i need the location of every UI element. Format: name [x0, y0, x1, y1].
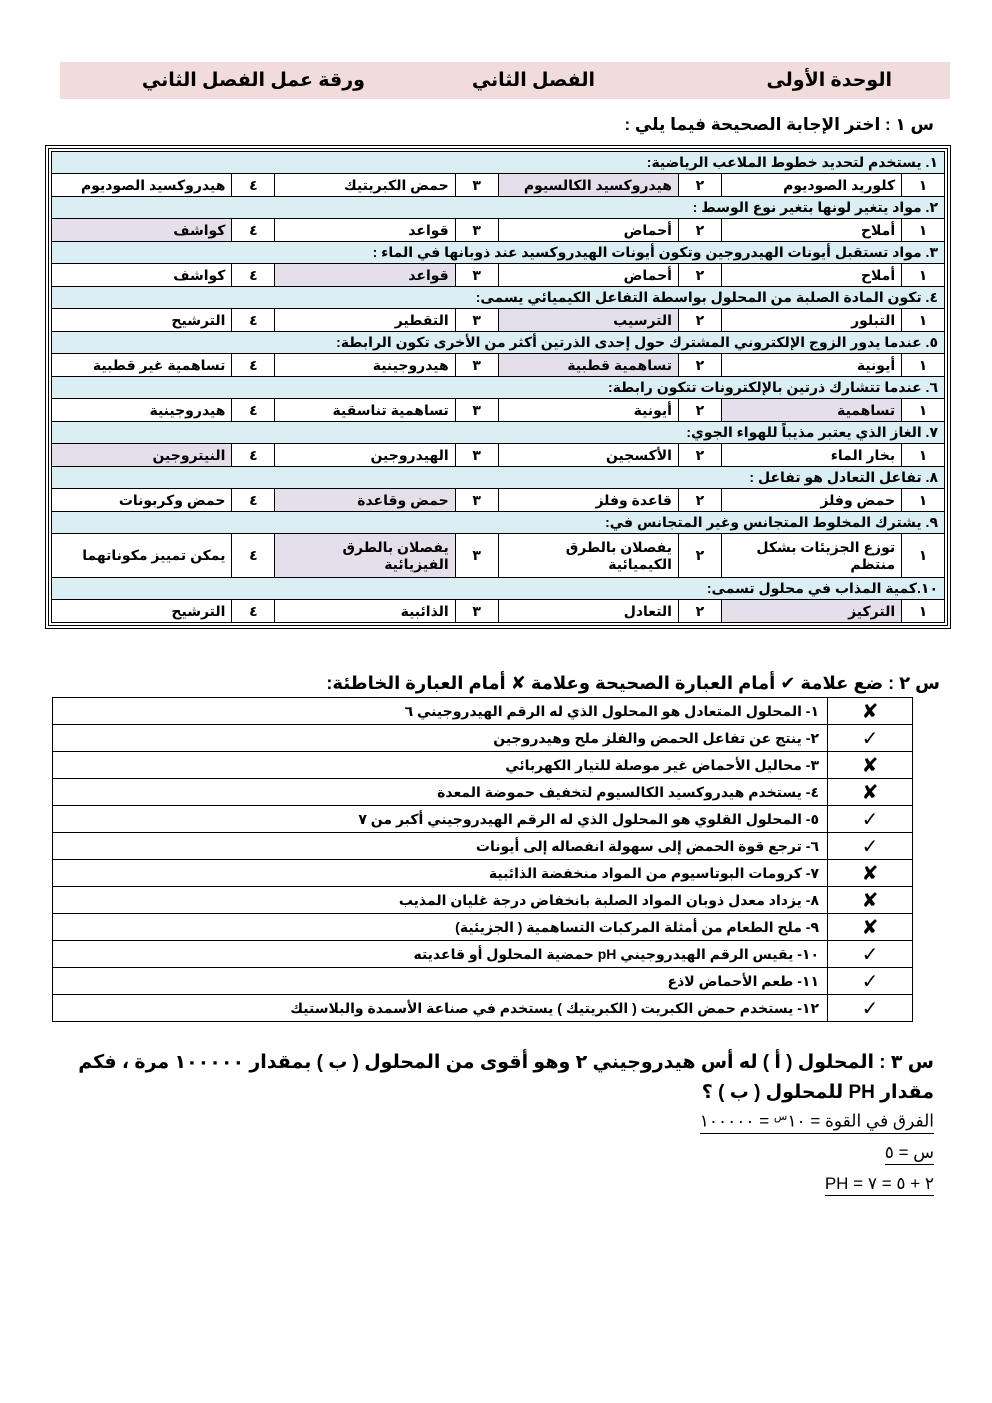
option-number: ٣ — [455, 264, 498, 287]
option-2: الأكسجين — [498, 444, 678, 467]
option-1: تساهمية — [721, 399, 901, 422]
option-number: ٤ — [232, 399, 275, 422]
option-number: ٤ — [232, 309, 275, 332]
statement-row — [53, 698, 913, 725]
statement-text: ٥- المحلول القلوي هو المحلول الذي له الرقم الهيدروجيني أكبر من ٧ — [53, 806, 828, 833]
options-row — [52, 174, 945, 197]
option-2: التعادل — [498, 600, 678, 623]
option-1: توزع الجزيئات بشكل منتظم — [721, 534, 901, 578]
cross-mark-icon: ✘ — [828, 752, 913, 779]
question-row — [52, 332, 945, 354]
statement-text: ٧- كرومات البوتاسيوم من المواد منخفضة الذائبية — [53, 860, 828, 887]
option-number: ٤ — [232, 444, 275, 467]
cross-mark-icon: ✘ — [828, 860, 913, 887]
question-row — [52, 242, 945, 264]
option-2: تساهمية قطبية — [498, 354, 678, 377]
worksheet-title: ورقة عمل الفصل الثاني — [141, 70, 365, 91]
option-number: ٣ — [455, 600, 498, 623]
option-2: يفصلان بالطرق الكيميائية — [498, 534, 678, 578]
option-number: ١ — [902, 309, 945, 332]
option-number: ٢ — [678, 534, 721, 578]
statement-text: ٤- يستخدم هيدروكسيد الكالسيوم لتخفيف حموضة المعدة — [53, 779, 828, 806]
options-row — [52, 219, 945, 242]
option-1: التركيز — [721, 600, 901, 623]
solution-line-1a: الفرق في القوة = ١٠ — [787, 1111, 934, 1131]
option-2: قاعدة وفلز — [498, 489, 678, 512]
option-4: يمكن تمييز مكوناتهما — [52, 534, 232, 578]
question-text: ٨. تفاعل التعادل هو تفاعل : — [52, 467, 945, 489]
cross-mark-icon: ✘ — [828, 887, 913, 914]
statement-text: ٦- ترجع قوة الحمض إلى سهولة انفصاله إلى أيونات — [53, 833, 828, 860]
option-number: ٣ — [455, 399, 498, 422]
option-number: ٤ — [232, 489, 275, 512]
check-mark-icon: ✓ — [828, 941, 913, 968]
question-text: ٧. الغاز الذي يعتبر مذيباً للهواء الجوي: — [52, 422, 945, 444]
question-text: ٣. مواد تستقبل أيونات الهيدروجين وتكون أيونات الهيدروكسيد عند ذوبانها في الماء : — [52, 242, 945, 264]
question-row — [52, 197, 945, 219]
option-number: ٣ — [455, 174, 498, 197]
q1-table — [51, 151, 945, 623]
statement-row — [53, 860, 913, 887]
chapter-title: الفصل الثاني — [471, 70, 595, 91]
check-mark-icon: ✓ — [828, 995, 913, 1022]
option-4: كواشف — [52, 219, 232, 242]
q3-question: س ٣ : المحلول ( أ ) له أس هيدروجيني ٢ وهو أقوى من المحلول ( ب ) بمقدار ١٠٠٠٠٠ مرة ، فكم مقدار PH للمحلول ( ب ) ؟ — [78, 1052, 934, 1103]
option-number: ٢ — [678, 600, 721, 623]
statement-row — [53, 941, 913, 968]
option-3: الهيدروجين — [275, 444, 455, 467]
option-number: ٢ — [678, 489, 721, 512]
option-number: ٢ — [678, 444, 721, 467]
option-3: قواعد — [275, 264, 455, 287]
option-number: ٣ — [455, 489, 498, 512]
options-row — [52, 354, 945, 377]
statement-text: ٨- يزداد معدل ذوبان المواد الصلبة بانخفاض درجة غليان المذيب — [53, 887, 828, 914]
question-text: ١. يستخدم لتحديد خطوط الملاعب الرياضية: — [52, 152, 945, 174]
option-number: ١ — [902, 399, 945, 422]
option-3: تساهمية تناسقية — [275, 399, 455, 422]
question-row — [52, 467, 945, 489]
option-number: ٣ — [455, 534, 498, 578]
statement-row — [53, 914, 913, 941]
question-text: ٦. عندما تتشارك ذرتين بالإلكترونات تتكون رابطة: — [52, 377, 945, 399]
option-number: ١ — [902, 174, 945, 197]
unit-title: الوحدة الأولى — [766, 70, 892, 91]
option-4: النيتروجين — [52, 444, 232, 467]
question-text: ٥. عندما يدور الزوج الإلكتروني المشترك حول إحدى الذرتين أكثر من الأخرى تكون الرابطة: — [52, 332, 945, 354]
option-1: التبلور — [721, 309, 901, 332]
option-4: حمض وكربونات — [52, 489, 232, 512]
option-number: ٢ — [678, 399, 721, 422]
option-1: أيونية — [721, 354, 901, 377]
option-3: يفصلان بالطرق الفيزيائية — [275, 534, 455, 578]
statement-row — [53, 806, 913, 833]
option-3: قواعد — [275, 219, 455, 242]
option-4: تساهمية غير قطبية — [52, 354, 232, 377]
option-number: ٣ — [455, 444, 498, 467]
option-2: أحماض — [498, 219, 678, 242]
cross-mark-icon: ✘ — [828, 779, 913, 806]
statement-text: ١٠- يقيس الرقم الهيدروجيني pH حمضية المحلول أو قاعديته — [53, 941, 828, 968]
option-4: الترشيح — [52, 600, 232, 623]
option-2: الترسيب — [498, 309, 678, 332]
question-text: ٢. مواد يتغير لونها بتغير نوع الوسط : — [52, 197, 945, 219]
option-1: كلوريد الصوديوم — [721, 174, 901, 197]
solution-line-2: س = ٥ — [885, 1143, 934, 1165]
question-row — [52, 152, 945, 174]
check-mark-icon: ✓ — [828, 806, 913, 833]
solution-line-3: PH = ٢ + ٥ = ٧ — [825, 1174, 934, 1196]
question-row — [52, 287, 945, 309]
option-number: ٢ — [678, 309, 721, 332]
q2-title: س ٢ : ضع علامة ✔ أمام العبارة الصحيحة وعلامة ✘ أمام العبارة الخاطئة: — [326, 673, 940, 693]
statement-text: ١- المحلول المتعادل هو المحلول الذي له الرقم الهيدروجيني ٦ — [53, 698, 828, 725]
statement-text: ١٢- يستخدم حمض الكبريت ( الكبريتيك ) يستخدم في صناعة الأسمدة والبلاستيك — [53, 995, 828, 1022]
option-3: هيدروجينية — [275, 354, 455, 377]
question-text: ٩. يشترك المخلوط المتجانس وغير المتجانس في: — [52, 512, 945, 534]
options-row — [52, 489, 945, 512]
option-number: ٤ — [232, 600, 275, 623]
option-number: ٤ — [232, 174, 275, 197]
check-mark-icon: ✓ — [828, 833, 913, 860]
statement-text: ٣- محاليل الأحماض غير موصلة للتيار الكهربائي — [53, 752, 828, 779]
header-band — [60, 62, 950, 99]
option-number: ٤ — [232, 354, 275, 377]
statement-text: ٢- ينتج عن تفاعل الحمض والفلز ملح وهيدروجين — [53, 725, 828, 752]
option-1: أملاح — [721, 264, 901, 287]
question-text: ١٠.كمية المذاب في محلول تسمى: — [52, 578, 945, 600]
question-row — [52, 422, 945, 444]
solution-line-1b: = ١٠٠٠٠٠ — [699, 1111, 774, 1131]
options-row — [52, 444, 945, 467]
cross-mark-icon: ✘ — [828, 698, 913, 725]
question-row — [52, 377, 945, 399]
option-number: ٣ — [455, 354, 498, 377]
option-number: ١ — [902, 534, 945, 578]
option-number: ٢ — [678, 264, 721, 287]
option-4: كواشف — [52, 264, 232, 287]
statement-row — [53, 833, 913, 860]
exponent: س — [773, 1111, 788, 1123]
options-row — [52, 309, 945, 332]
question-row — [52, 512, 945, 534]
statement-row — [53, 968, 913, 995]
options-row — [52, 399, 945, 422]
q1-title: س ١ : اختر الإجابة الصحيحة فيما يلي : — [624, 115, 934, 134]
option-number: ٢ — [678, 354, 721, 377]
option-1: بخار الماء — [721, 444, 901, 467]
option-1: أملاح — [721, 219, 901, 242]
option-2: هيدروكسيد الكالسيوم — [498, 174, 678, 197]
option-number: ٢ — [678, 174, 721, 197]
option-number: ٤ — [232, 264, 275, 287]
option-number: ٤ — [232, 219, 275, 242]
option-2: أيونية — [498, 399, 678, 422]
q1-table-frame — [45, 145, 951, 629]
options-row — [52, 264, 945, 287]
option-number: ١ — [902, 600, 945, 623]
option-4: هيدروجينية — [52, 399, 232, 422]
option-number: ١ — [902, 264, 945, 287]
options-row — [52, 600, 945, 623]
check-mark-icon: ✓ — [828, 725, 913, 752]
option-number: ١ — [902, 354, 945, 377]
option-3: الذائبية — [275, 600, 455, 623]
statement-row — [53, 752, 913, 779]
option-4: هيدروكسيد الصوديوم — [52, 174, 232, 197]
statement-row — [53, 887, 913, 914]
cross-mark-icon: ✘ — [828, 914, 913, 941]
check-mark-icon: ✓ — [828, 968, 913, 995]
option-3: التقطير — [275, 309, 455, 332]
option-4: الترشيح — [52, 309, 232, 332]
statement-text: ١١- طعم الأحماض لاذع — [53, 968, 828, 995]
option-number: ١ — [902, 219, 945, 242]
statement-row — [53, 995, 913, 1022]
option-2: أحماض — [498, 264, 678, 287]
option-number: ١ — [902, 489, 945, 512]
option-number: ٢ — [678, 219, 721, 242]
option-3: حمض الكبريتيك — [275, 174, 455, 197]
option-number: ٤ — [232, 534, 275, 578]
q2-table — [52, 697, 913, 1022]
question-row — [52, 578, 945, 600]
statement-row — [53, 725, 913, 752]
option-number: ٣ — [455, 309, 498, 332]
option-3: حمض وقاعدة — [275, 489, 455, 512]
option-1: حمض وفلز — [721, 489, 901, 512]
statement-row — [53, 779, 913, 806]
options-row — [52, 534, 945, 578]
option-number: ١ — [902, 444, 945, 467]
option-number: ٣ — [455, 219, 498, 242]
statement-text: ٩- ملح الطعام من أمثلة المركبات التساهمية ( الجزيئية) — [53, 914, 828, 941]
solution-line-1 — [700, 1110, 934, 1134]
question-text: ٤. تكون المادة الصلبة من المحلول بواسطة التفاعل الكيميائي يسمى: — [52, 287, 945, 309]
